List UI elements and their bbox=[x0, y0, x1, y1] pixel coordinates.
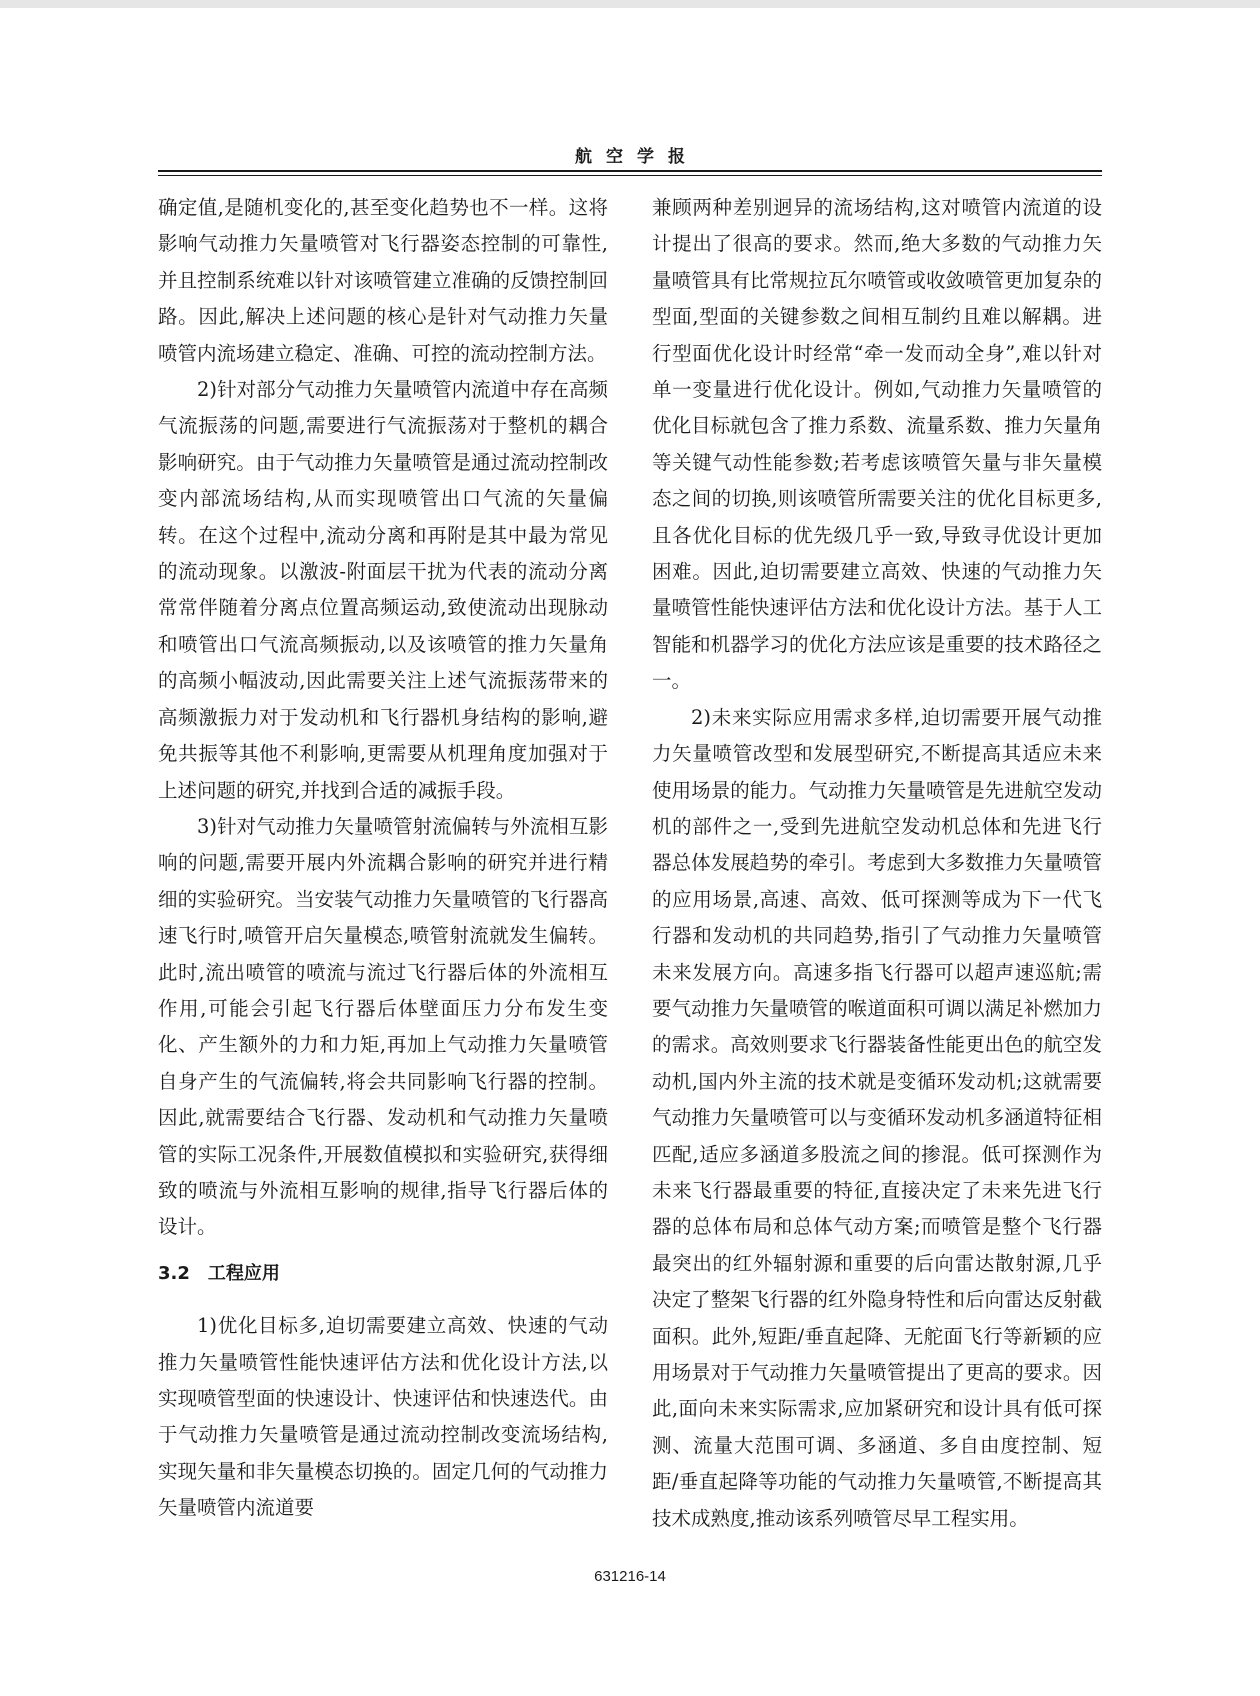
left-paragraph-4: 1)优化目标多,迫切需要建立高效、快速的气动推力矢量喷管性能快速评估方法和优化设计方法,以实现喷管型面的快速设计、快速评估和快速迭代。由于气动推力矢量喷管是通过流动控制改变流场结构,实现矢量和非矢量模态切换的。固定几何的气动推力矢量喷管内流道要 bbox=[158, 1314, 608, 1520]
section-heading bbox=[158, 1256, 608, 1292]
right-column bbox=[652, 190, 1102, 1537]
section-title: 工程应用 bbox=[207, 1262, 280, 1284]
left-column bbox=[158, 190, 608, 1527]
header-rule-thick bbox=[158, 170, 1102, 172]
left-paragraph-1: 确定值,是随机变化的,甚至变化趋势也不一样。这将影响气动推力矢量喷管对飞行器姿态控制的可靠性,并且控制系统难以针对该喷管建立准确的反馈控制回路。因此,解决上述问题的核心是针对气动推力矢量喷管内流场建立稳定、准确、可控的流动控制方法。 bbox=[158, 196, 608, 365]
left-paragraph-2: 2)针对部分气动推力矢量喷管内流道中存在高频气流振荡的问题,需要进行气流振荡对于整机的耦合影响研究。由于气动推力矢量喷管是通过流动控制改变内部流场结构,从而实现喷管出口气流的矢量偏转。在这个过程中,流动分离和再附是其中最为常见的流动现象。以激波-附面层干扰为代表的流动分离常常伴随着分离点位置高频运动,致使流动出现脉动和喷管出口气流高频振动,以及该喷管的推力矢量角的高频小幅波动,因此需要关注上述气流振荡带来的高频激振力对于发动机和飞行器机身结构的影响,避免共振等其他不利影响,更需要从机理角度加强对于上述问题的研究,并找到合适的减振手段。 bbox=[158, 378, 608, 802]
right-paragraph-2: 2)未来实际应用需求多样,迫切需要开展气动推力矢量喷管改型和发展型研究,不断提高其适应未来使用场景的能力。气动推力矢量喷管是先进航空发动机的部件之一,受到先进航空发动机总体和先进飞行器总体发展趋势的牵引。考虑到大多数推力矢量喷管的应用场景,高速、高效、低可探测等成为下一代飞行器和发动机的共同趋势,指引了气动推力矢量喷管未来发展方向。高速多指飞行器可以超声速巡航;需要气动推力矢量喷管的喉道面积可调以满足补燃加力的需求。高效则要求飞行器装备性能更出色的航空发动机,国内外主流的技术就是变循环发动机;这就需要气动推力矢量喷管可以与变循环发动机多涵道特征相匹配,适应多涵道多股流之间的掺混。低可探测作为未来飞行器最重要的特征,直接决定了未来先进飞行器的总体布局和总体气动方案;而喷管是整个飞行器最突出的红外辐射源和重要的后向雷达散射源,几乎决定了整架飞行器的红外隐身特性和后向雷达反射截面积。此外,短距/垂直起降、无舵面飞行等新颖的应用场景对于气动推力矢量喷管提出了更高的要求。因此,面向未来实际需求,应加紧研究和设计具有低可探测、流量大范围可调、多涵道、多自由度控制、短距/垂直起降等功能的气动推力矢量喷管,不断提高其技术成熟度,推动该系列喷管尽早工程实用。 bbox=[652, 705, 1102, 1530]
left-paragraph-3: 3)针对气动推力矢量喷管射流偏转与外流相互影响的问题,需要开展内外流耦合影响的研究并进行精细的实验研究。当安装气动推力矢量喷管的飞行器高速飞行时,喷管开启矢量模态,喷管射流就发生偏转。此时,流出喷管的喷流与流过飞行器后体的外流相互作用,可能会引起飞行器后体壁面压力分布发生变化、产生额外的力和力矩,再加上气动推力矢量喷管自身产生的气流偏转,将会共同影响飞行器的控制。因此,就需要结合飞行器、发动机和气动推力矢量喷管的实际工况条件,开展数值模拟和实验研究,获得细致的喷流与外流相互影响的规律,指导飞行器后体的设计。 bbox=[158, 814, 608, 1239]
journal-title: 航空学报 bbox=[575, 147, 699, 167]
page-number: 631216-14 bbox=[594, 1568, 666, 1585]
top-band bbox=[0, 0, 1260, 8]
right-paragraph-1: 兼顾两种差别迥异的流场结构,这对喷管内流道的设计提出了很高的要求。然而,绝大多数的气动推力矢量喷管具有比常规拉瓦尔喷管或收敛喷管更加复杂的型面,型面的关键参数之间相互制约且难以解耦。进行型面优化设计时经常“牵一发而动全身”,难以针对单一变量进行优化设计。例如,气动推力矢量喷管的优化目标就包含了推力系数、流量系数、推力矢量角等关键气动性能参数;若考虑该喷管矢量与非矢量模态之间的切换,则该喷管所需要关注的优化目标更多,且各优化目标的优先级几乎一致,导致寻优设计更加困难。因此,迫切需要建立高效、快速的气动推力矢量喷管性能快速评估方法和优化设计方法。基于人工智能和机器学习的优化方法应该是重要的技术路径之一。 bbox=[652, 196, 1102, 693]
section-number: 3.2 bbox=[158, 1262, 190, 1284]
header-rule-thin bbox=[158, 175, 1102, 176]
